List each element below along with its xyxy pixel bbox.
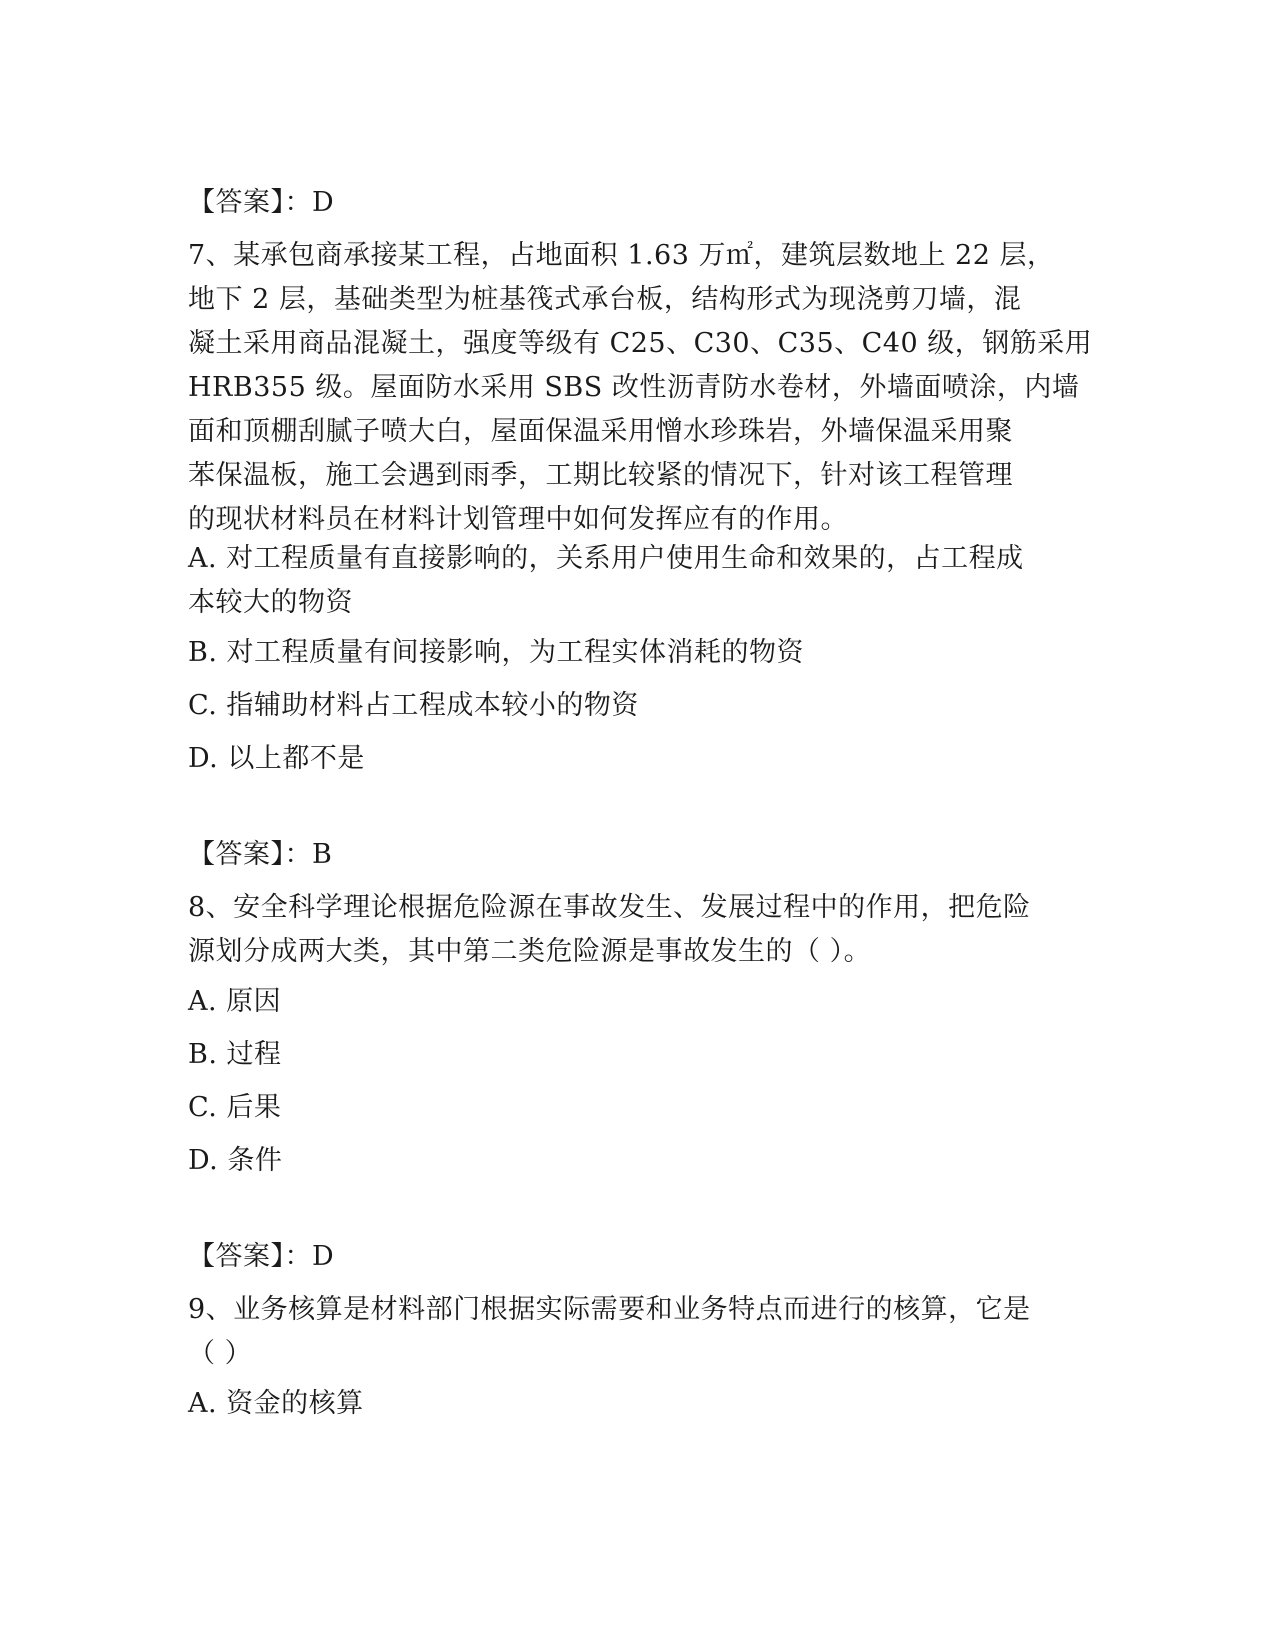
question-line: 地下 2 层，基础类型为桩基筏式承台板，结构形式为现浇剪刀墙，混 (188, 284, 1022, 315)
option-line: D. 条件 (188, 1145, 283, 1176)
option-line: A. 原因 (188, 986, 282, 1017)
option-line: D. 以上都不是 (188, 743, 365, 774)
option-7c (188, 684, 1078, 728)
question-line: 8、安全科学理论根据危险源在事故发生、发展过程中的作用，把危险 (188, 892, 1031, 923)
option-line: C. 指辅助材料占工程成本较小的物资 (188, 690, 639, 721)
option-line: A. 资金的核算 (188, 1388, 364, 1419)
option-7b (188, 631, 1078, 675)
option-7d (188, 737, 1078, 781)
question-line: 7、某承包商承接某工程，占地面积 1.63 万㎡，建筑层数地上 22 层， (188, 240, 1055, 271)
option-8d (188, 1139, 1078, 1183)
question-line: （ ） (188, 1338, 253, 1369)
option-8b (188, 1033, 1078, 1077)
option-line: 本较大的物资 (188, 587, 353, 618)
answer-label: 【答案】：B (188, 839, 333, 870)
answer-label: 【答案】：D (188, 187, 335, 218)
option-line: B. 对工程质量有间接影响，为工程实体消耗的物资 (188, 637, 805, 668)
question-line: 的现状材料员在材料计划管理中如何发挥应有的作用。 (188, 504, 848, 535)
option-line: C. 后果 (188, 1092, 282, 1123)
option-7a (188, 537, 1078, 625)
question-line: 9、业务核算是材料部门根据实际需要和业务特点而进行的核算，它是 (188, 1294, 1031, 1325)
question-line: 苯保温板，施工会遇到雨季，工期比较紧的情况下，针对该工程管理 (188, 460, 1013, 491)
option-8c (188, 1086, 1078, 1130)
question-line: 凝土采用商品混凝土，强度等级有 C25、C30、C35、C40 级，钢筋采用 (188, 328, 1093, 359)
answer-q6 (188, 181, 1078, 225)
answer-label: 【答案】：D (188, 1241, 335, 1272)
question-line: HRB355 级。屋面防水采用 SBS 改性沥青防水卷材，外墙面喷涂，内墙 (188, 372, 1080, 403)
question-7 (188, 234, 1093, 542)
answer-q7 (188, 833, 1078, 877)
option-line: B. 过程 (188, 1039, 282, 1070)
question-line: 面和顶棚刮腻子喷大白，屋面保温采用憎水珍珠岩，外墙保温采用聚 (188, 416, 1013, 447)
question-8 (188, 886, 1078, 974)
answer-q8 (188, 1235, 1078, 1279)
option-9a (188, 1382, 1078, 1426)
question-line: 源划分成两大类，其中第二类危险源是事故发生的（ ）。 (188, 936, 872, 967)
option-8a (188, 980, 1078, 1024)
option-line: A. 对工程质量有直接影响的，关系用户使用生命和效果的，占工程成 (188, 543, 1024, 574)
question-9 (188, 1288, 1078, 1376)
